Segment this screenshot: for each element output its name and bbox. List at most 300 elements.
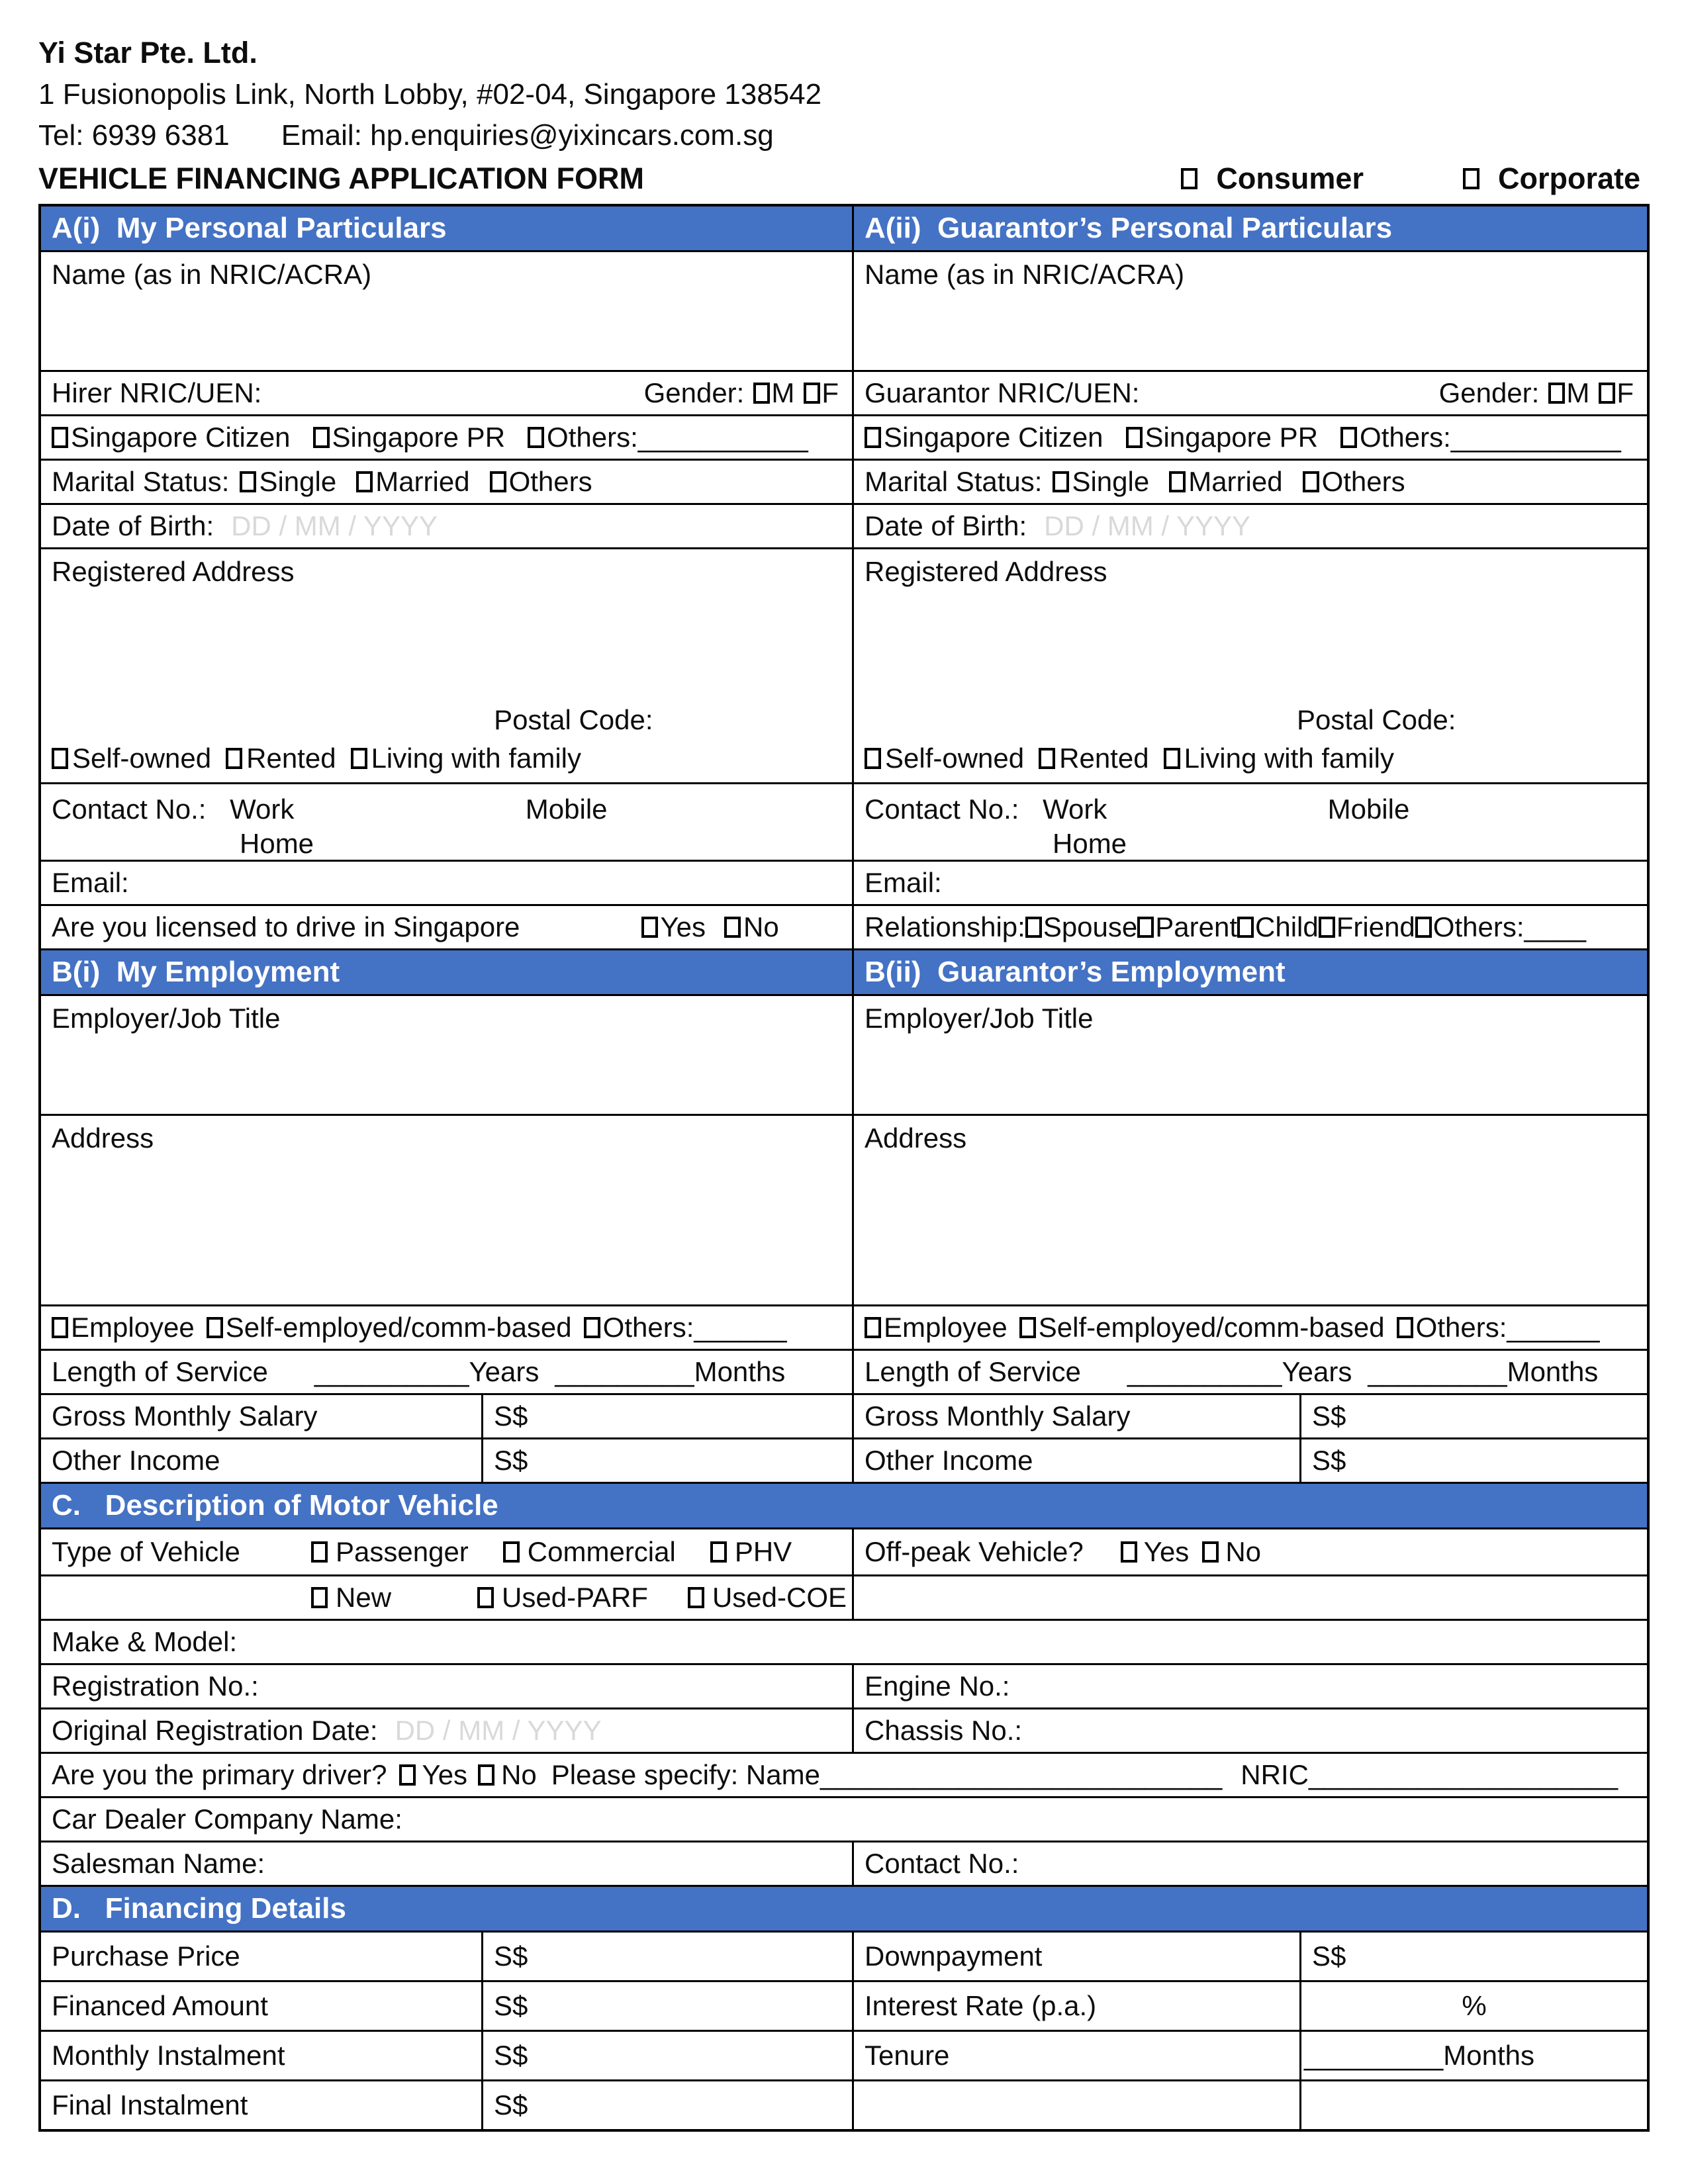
guarantor-employer-address-cell[interactable] xyxy=(852,1116,1647,1304)
guarantor-email-cell[interactable] xyxy=(852,862,1647,904)
monthly-instalment-value-cell[interactable] xyxy=(481,2032,852,2079)
licensed-options xyxy=(641,911,779,943)
currency-label: S$ xyxy=(494,1445,528,1476)
work-label: Work xyxy=(1043,794,1107,825)
application-form-table xyxy=(38,204,1650,2132)
hirer-employee-checkbox[interactable] xyxy=(52,1317,68,1338)
hirer-pr-checkbox[interactable] xyxy=(313,427,330,448)
tenure-value-cell[interactable] xyxy=(1299,2032,1647,2079)
years-blank[interactable]: __________ xyxy=(1127,1356,1282,1387)
yes-label: Yes xyxy=(660,911,706,942)
address-label: Address xyxy=(52,1122,154,1154)
final-instalment-label: Final Instalment xyxy=(52,2089,248,2120)
empty-cell xyxy=(852,1576,1647,1619)
citizen-label: Singapore Citizen xyxy=(884,422,1103,453)
chassis-no-cell[interactable] xyxy=(852,1709,1647,1752)
relationship-parent-checkbox[interactable] xyxy=(1137,917,1154,938)
passenger-checkbox[interactable] xyxy=(311,1541,328,1563)
home-label: Home xyxy=(1053,828,1127,859)
currency-label: S$ xyxy=(494,1400,528,1432)
guarantor-pr-checkbox[interactable] xyxy=(1126,427,1143,448)
primary-yes-checkbox[interactable] xyxy=(399,1764,416,1786)
pr-label: Singapore PR xyxy=(332,422,506,453)
licensed-no-checkbox[interactable] xyxy=(724,917,741,938)
months-label: Months xyxy=(694,1356,786,1387)
section-b2-header xyxy=(852,950,1647,994)
section-c-title: C. Description of Motor Vehicle xyxy=(52,1489,498,1522)
passenger-label: Passenger xyxy=(336,1536,469,1567)
chassis-no-label: Chassis No.: xyxy=(865,1715,1023,1746)
guarantor-gender-m-checkbox[interactable] xyxy=(1548,383,1565,404)
hirer-gender-f-checkbox[interactable] xyxy=(804,383,820,404)
used-coe-option xyxy=(688,1582,847,1614)
currency-label: S$ xyxy=(494,1990,528,2021)
vehicle-type-row xyxy=(41,1527,1647,1574)
gender-m-label: M xyxy=(771,377,795,408)
relationship-blank[interactable]: ____ xyxy=(1524,911,1586,942)
postal-code-line[interactable] xyxy=(1297,704,1636,736)
hirer-employer-address-cell[interactable] xyxy=(41,1116,852,1304)
pr-label: Singapore PR xyxy=(1145,422,1319,453)
employment-type-row xyxy=(41,1304,1647,1349)
section-b2-title: B(ii) Guarantor’s Employment xyxy=(865,956,1286,988)
purchase-price-value-cell[interactable] xyxy=(481,1933,852,1980)
other-income-label: Other Income xyxy=(865,1445,1033,1476)
interest-rate-value-cell[interactable] xyxy=(1299,1982,1647,2030)
guarantor-other-income-value-cell[interactable] xyxy=(1299,1439,1647,1482)
others-label: Others: xyxy=(1360,422,1451,453)
monthly-instalment-label-cell xyxy=(41,2032,481,2079)
months-blank[interactable]: _________ xyxy=(1368,1356,1507,1387)
hirer-married-checkbox[interactable] xyxy=(356,471,373,492)
new-option xyxy=(311,1582,391,1614)
original-registration-date-label: Original Registration Date: xyxy=(52,1715,378,1746)
make-model-cell[interactable] xyxy=(41,1621,1647,1663)
relationship-others-checkbox[interactable] xyxy=(1415,917,1432,938)
relationship-child-checkbox[interactable] xyxy=(1237,917,1254,938)
email-label: Email: xyxy=(52,867,129,898)
hirer-registered-address-cell[interactable] xyxy=(41,549,852,782)
hirer-single-checkbox[interactable] xyxy=(240,471,256,492)
guarantor-residence-options xyxy=(865,743,1636,774)
no-label: No xyxy=(743,911,779,942)
vehicle-condition-cell xyxy=(41,1576,852,1619)
email-text: Email: hp.enquiries@yixincars.com.sg xyxy=(281,119,774,152)
postal-code-line[interactable] xyxy=(494,704,841,736)
tenure-months-label: Months xyxy=(1443,2040,1534,2071)
guarantor-rented-checkbox[interactable] xyxy=(1039,748,1055,769)
relationship-cell xyxy=(852,906,1647,948)
purchase-price-label-cell xyxy=(41,1933,481,1980)
guarantor-self-employed-checkbox[interactable] xyxy=(1019,1317,1036,1338)
guarantor-citizen-checkbox[interactable] xyxy=(865,427,881,448)
years-blank[interactable]: __________ xyxy=(314,1356,469,1387)
postal-code-label: Postal Code: xyxy=(1296,704,1456,735)
monthly-instalment-label: Monthly Instalment xyxy=(52,2040,285,2071)
guarantor-employment-type-cell xyxy=(852,1306,1647,1349)
self-owned-label: Self-owned xyxy=(885,743,1025,774)
hirer-self-owned-checkbox[interactable] xyxy=(52,748,68,769)
company-name: Yi Star Pte. Ltd. xyxy=(38,36,258,69)
citizenship-row xyxy=(41,414,1647,459)
guarantor-employer-cell[interactable] xyxy=(852,996,1647,1114)
guarantor-employee-checkbox[interactable] xyxy=(865,1317,881,1338)
date-placeholder: DD / MM / YYYY xyxy=(395,1715,602,1746)
primary-driver-row xyxy=(41,1752,1647,1796)
spacer xyxy=(52,588,841,704)
employment-others-blank[interactable]: ______ xyxy=(694,1312,787,1343)
hirer-rented-checkbox[interactable] xyxy=(226,748,242,769)
financed-amount-value-cell[interactable] xyxy=(481,1982,852,2030)
section-a2-title: A(ii) Guarantor’s Personal Particulars xyxy=(865,212,1393,244)
original-registration-date-cell[interactable] xyxy=(41,1709,852,1752)
hirer-length-of-service-cell xyxy=(41,1351,852,1393)
financed-row xyxy=(41,1980,1647,2030)
offpeak-cell xyxy=(852,1529,1647,1574)
currency-label: S$ xyxy=(1312,1940,1346,1972)
no-label: No xyxy=(1225,1536,1262,1567)
rented-label: Rented xyxy=(1059,743,1149,774)
primary-driver-cell xyxy=(41,1754,1647,1796)
gender-f-label: F xyxy=(1617,377,1634,408)
consumer-checkbox[interactable] xyxy=(1181,168,1197,189)
postal-code-label: Postal Code: xyxy=(494,704,653,735)
hirer-citizenship-cell xyxy=(41,416,852,459)
married-label: Married xyxy=(375,466,470,497)
child-label: Child xyxy=(1255,911,1319,942)
dob-placeholder: DD / MM / YYYY xyxy=(1044,510,1251,541)
years-label: Years xyxy=(469,1356,539,1387)
contact-line-2 xyxy=(865,828,1636,860)
contact-line-1 xyxy=(52,794,841,825)
marital-label: Marital Status: xyxy=(865,466,1043,497)
contact-label: Contact No.: xyxy=(865,794,1019,825)
dealer-row xyxy=(41,1796,1647,1841)
hirer-citizen-checkbox[interactable] xyxy=(52,427,68,448)
hirer-name-cell[interactable] xyxy=(41,252,852,370)
mobile-label: Mobile xyxy=(1327,794,1410,825)
guarantor-citizenship-cell xyxy=(852,416,1647,459)
company-address: 1 Fusionopolis Link, North Lobby, #02-04, Singapore 138542 xyxy=(38,78,822,111)
section-c-header-row xyxy=(41,1482,1647,1527)
final-instalment-row xyxy=(41,2079,1647,2129)
tenure-label-cell xyxy=(852,2032,1299,2079)
employer-label: Employer/Job Title xyxy=(52,1003,281,1034)
guarantor-contact-cell[interactable] xyxy=(852,784,1647,860)
gross-salary-label: Gross Monthly Salary xyxy=(52,1400,318,1432)
make-model-label: Make & Model: xyxy=(52,1626,238,1657)
others-blank[interactable]: ___________ xyxy=(1450,422,1621,453)
hirer-gender-m-checkbox[interactable] xyxy=(753,383,770,404)
years-label: Years xyxy=(1282,1356,1352,1387)
corporate-label: Corporate xyxy=(1497,161,1640,195)
tel-text: Tel: 6939 6381 xyxy=(38,119,230,152)
citizen-label: Singapore Citizen xyxy=(71,422,291,453)
specify-nric-blank[interactable]: ____________________ xyxy=(1308,1759,1618,1790)
document-header xyxy=(0,0,1688,196)
hirer-contact-cell[interactable] xyxy=(41,784,852,860)
guarantor-gender-f-checkbox[interactable] xyxy=(1599,383,1615,404)
guarantor-employment-others-checkbox[interactable] xyxy=(1397,1317,1413,1338)
spacer xyxy=(865,588,1636,704)
friend-label: Friend xyxy=(1336,911,1415,942)
rented-label: Rented xyxy=(246,743,336,774)
currency-label: S$ xyxy=(494,1940,528,1972)
others-label: Others: xyxy=(1415,1312,1507,1343)
others-blank[interactable]: ___________ xyxy=(637,422,808,453)
length-of-service-label: Length of Service xyxy=(865,1356,1081,1387)
hirer-citizen-others-checkbox[interactable] xyxy=(528,427,544,448)
specify-name-blank[interactable]: __________________________ xyxy=(820,1759,1223,1790)
work-label: Work xyxy=(230,794,295,825)
gender-f-label: F xyxy=(821,377,839,408)
currency-label: S$ xyxy=(1312,1400,1346,1432)
hirer-marital-cell xyxy=(41,461,852,503)
primary-driver-question: Are you the primary driver? xyxy=(52,1759,387,1790)
phv-checkbox[interactable] xyxy=(710,1541,727,1563)
yes-label: Yes xyxy=(422,1759,468,1790)
guarantor-length-of-service-cell xyxy=(852,1351,1647,1393)
gender-label: Gender: xyxy=(643,377,745,408)
dealer-label: Car Dealer Company Name: xyxy=(52,1803,402,1835)
address-label: Address xyxy=(865,1122,967,1154)
no-label: No xyxy=(501,1759,537,1790)
hirer-employer-cell[interactable] xyxy=(41,996,852,1114)
financed-amount-label: Financed Amount xyxy=(52,1990,268,2021)
downpayment-value-cell[interactable] xyxy=(1299,1933,1647,1980)
section-b-header-row xyxy=(41,948,1647,994)
consumer-label: Consumer xyxy=(1216,161,1364,195)
guarantor-nric-label: Guarantor NRIC/UEN: xyxy=(865,377,1140,408)
hirer-dob-cell[interactable] xyxy=(41,505,852,547)
yes-label: Yes xyxy=(1143,1536,1190,1567)
hirer-marital-others-checkbox[interactable] xyxy=(490,471,506,492)
interest-rate-label: Interest Rate (p.a.) xyxy=(865,1990,1097,2021)
corporate-option xyxy=(1463,161,1640,196)
salesman-contact-cell[interactable] xyxy=(852,1843,1647,1885)
guarantor-registered-address-cell[interactable] xyxy=(852,549,1647,782)
salesman-row xyxy=(41,1841,1647,1885)
used-coe-checkbox[interactable] xyxy=(688,1587,704,1608)
single-label: Single xyxy=(1072,466,1150,497)
section-a1-header xyxy=(41,206,852,250)
employee-label: Employee xyxy=(71,1312,195,1343)
spouse-label: Spouse xyxy=(1043,911,1138,942)
registered-address-label: Registered Address xyxy=(865,556,1107,587)
section-d-header-row xyxy=(41,1885,1647,1931)
email-row xyxy=(41,860,1647,904)
licensed-relationship-row xyxy=(41,904,1647,948)
others-label: Others xyxy=(508,466,592,497)
registered-address-label: Registered Address xyxy=(52,556,295,587)
length-of-service-row xyxy=(41,1349,1647,1393)
living-family-label: Living with family xyxy=(371,743,582,774)
form-title: VEHICLE FINANCING APPLICATION FORM xyxy=(38,161,644,195)
section-a1-title: A(i) My Personal Particulars xyxy=(52,212,447,244)
tenure-label: Tenure xyxy=(865,2040,950,2071)
home-label: Home xyxy=(240,828,314,859)
employment-others-blank[interactable]: ______ xyxy=(1507,1312,1600,1343)
marital-label: Marital Status: xyxy=(52,466,230,497)
new-checkbox[interactable] xyxy=(311,1587,328,1608)
guarantor-gross-salary-label-cell xyxy=(852,1395,1299,1437)
employer-address-row xyxy=(41,1114,1647,1304)
hirer-living-family-checkbox[interactable] xyxy=(351,748,367,769)
other-income-label: Other Income xyxy=(52,1445,220,1476)
married-label: Married xyxy=(1188,466,1283,497)
contact-line-1 xyxy=(865,794,1636,825)
downpayment-label: Downpayment xyxy=(865,1940,1043,1972)
used-parf-label: Used-PARF xyxy=(502,1582,648,1613)
commercial-label: Commercial xyxy=(527,1536,676,1567)
gross-salary-row xyxy=(41,1393,1647,1437)
please-specify-label: Please specify: Name xyxy=(551,1759,820,1790)
guarantor-nric-cell[interactable] xyxy=(852,372,1647,414)
vehicle-type-cell xyxy=(41,1529,852,1574)
email-label: Email: xyxy=(865,867,942,898)
percent-label: % xyxy=(1462,1990,1487,2021)
currency-label: S$ xyxy=(494,2040,528,2071)
gender-label: Gender: xyxy=(1438,377,1540,408)
commercial-option xyxy=(503,1536,676,1568)
make-model-row xyxy=(41,1619,1647,1663)
primary-no-checkbox[interactable] xyxy=(478,1764,494,1786)
hirer-gender-group xyxy=(644,377,839,409)
single-label: Single xyxy=(259,466,337,497)
salesman-cell[interactable] xyxy=(41,1843,852,1885)
tenure-blank[interactable]: _________ xyxy=(1304,2040,1444,2071)
guarantor-gender-group xyxy=(1439,377,1634,409)
self-employed-label: Self-employed/comm-based xyxy=(225,1312,572,1343)
downpayment-label-cell xyxy=(852,1933,1299,1980)
hirer-residence-options xyxy=(52,743,841,774)
phv-label: PHV xyxy=(734,1536,792,1567)
others-label: Others: xyxy=(547,422,638,453)
salesman-label: Salesman Name: xyxy=(52,1848,265,1879)
licensed-yes-checkbox[interactable] xyxy=(641,917,658,938)
self-owned-label: Self-owned xyxy=(72,743,212,774)
dob-label: Date of Birth: xyxy=(52,510,214,541)
other-income-row xyxy=(41,1437,1647,1482)
gross-salary-label: Gross Monthly Salary xyxy=(865,1400,1131,1432)
name-row xyxy=(41,250,1647,370)
hirer-self-employed-checkbox[interactable] xyxy=(207,1317,223,1338)
dob-label: Date of Birth: xyxy=(865,510,1027,541)
others-label: Others: xyxy=(602,1312,694,1343)
living-family-label: Living with family xyxy=(1184,743,1395,774)
used-parf-option xyxy=(477,1582,648,1614)
contact-line-2 xyxy=(52,828,841,860)
registered-address-row xyxy=(41,547,1647,782)
licensed-cell xyxy=(41,906,852,948)
dob-placeholder: DD / MM / YYYY xyxy=(231,510,438,541)
engine-no-label: Engine No.: xyxy=(865,1670,1010,1702)
hirer-employment-type-cell xyxy=(41,1306,852,1349)
relationship-spouse-checkbox[interactable] xyxy=(1025,917,1042,938)
vehicle-type-label: Type of Vehicle xyxy=(52,1536,240,1567)
corporate-checkbox[interactable] xyxy=(1463,168,1479,189)
hirer-other-income-label-cell xyxy=(41,1439,481,1482)
parent-label: Parent xyxy=(1155,911,1238,942)
registration-no-label: Registration No.: xyxy=(52,1670,259,1702)
guarantor-living-family-checkbox[interactable] xyxy=(1164,748,1180,769)
empty-cell xyxy=(852,2081,1299,2129)
guarantor-other-income-label-cell xyxy=(852,1439,1299,1482)
monthly-instalment-row xyxy=(41,2030,1647,2079)
section-b1-header xyxy=(41,950,852,994)
length-of-service-label: Length of Service xyxy=(52,1356,268,1387)
guarantor-self-owned-checkbox[interactable] xyxy=(865,748,881,769)
contact-label: Contact No.: xyxy=(52,794,207,825)
dob-row xyxy=(41,503,1647,547)
guarantor-single-checkbox[interactable] xyxy=(1053,471,1069,492)
financed-amount-label-cell xyxy=(41,1982,481,2030)
guarantor-name-cell[interactable] xyxy=(852,252,1647,370)
registration-engine-row xyxy=(41,1663,1647,1707)
self-employed-label: Self-employed/comm-based xyxy=(1038,1312,1385,1343)
relationship-friend-checkbox[interactable] xyxy=(1319,917,1335,938)
final-instalment-value-cell[interactable] xyxy=(481,2081,852,2129)
months-label: Months xyxy=(1507,1356,1599,1387)
contact-row xyxy=(41,782,1647,860)
used-coe-label: Used-COE xyxy=(712,1582,847,1613)
section-a-header-row xyxy=(41,206,1647,250)
hirer-nric-cell[interactable] xyxy=(41,372,852,414)
origdate-chassis-row xyxy=(41,1707,1647,1752)
purchase-price-label: Purchase Price xyxy=(52,1940,240,1972)
title-row xyxy=(38,161,1650,196)
section-b1-title: B(i) My Employment xyxy=(52,956,340,988)
commercial-checkbox[interactable] xyxy=(503,1541,520,1563)
others-label: Others: xyxy=(1432,911,1524,942)
guarantor-marital-others-checkbox[interactable] xyxy=(1303,471,1319,492)
section-c-header xyxy=(41,1484,1647,1527)
registration-no-cell[interactable] xyxy=(41,1665,852,1707)
empty-cell xyxy=(1299,2081,1647,2129)
vehicle-condition-row xyxy=(41,1574,1647,1619)
offpeak-yes-checkbox[interactable] xyxy=(1121,1541,1137,1563)
guarantor-citizen-others-checkbox[interactable] xyxy=(1340,427,1357,448)
employer-label: Employer/Job Title xyxy=(865,1003,1094,1034)
hirer-email-cell[interactable] xyxy=(41,862,852,904)
currency-label: S$ xyxy=(1312,1445,1346,1476)
hirer-name-label: Name (as in NRIC/ACRA) xyxy=(52,259,372,290)
interest-rate-label-cell xyxy=(852,1982,1299,2030)
hirer-gross-salary-value-cell[interactable] xyxy=(481,1395,852,1437)
guarantor-married-checkbox[interactable] xyxy=(1169,471,1186,492)
mobile-label: Mobile xyxy=(525,794,608,825)
offpeak-no-checkbox[interactable] xyxy=(1202,1541,1219,1563)
engine-no-cell[interactable] xyxy=(852,1665,1647,1707)
contact-no-label: Contact No.: xyxy=(865,1848,1019,1879)
new-label: New xyxy=(336,1582,392,1613)
passenger-option xyxy=(311,1536,469,1568)
hirer-other-income-value-cell[interactable] xyxy=(481,1439,852,1482)
offpeak-label: Off-peak Vehicle? xyxy=(865,1536,1084,1567)
hirer-employment-others-checkbox[interactable] xyxy=(584,1317,600,1338)
months-blank[interactable]: _________ xyxy=(555,1356,694,1387)
section-a2-header xyxy=(852,206,1647,250)
guarantor-dob-cell[interactable] xyxy=(852,505,1647,547)
guarantor-name-label: Name (as in NRIC/ACRA) xyxy=(865,259,1185,290)
phv-option xyxy=(710,1536,792,1568)
others-label: Others xyxy=(1321,466,1405,497)
marital-row xyxy=(41,459,1647,503)
guarantor-gross-salary-value-cell[interactable] xyxy=(1299,1395,1647,1437)
used-parf-checkbox[interactable] xyxy=(477,1587,494,1608)
guarantor-marital-cell xyxy=(852,461,1647,503)
dealer-cell[interactable] xyxy=(41,1798,1647,1841)
